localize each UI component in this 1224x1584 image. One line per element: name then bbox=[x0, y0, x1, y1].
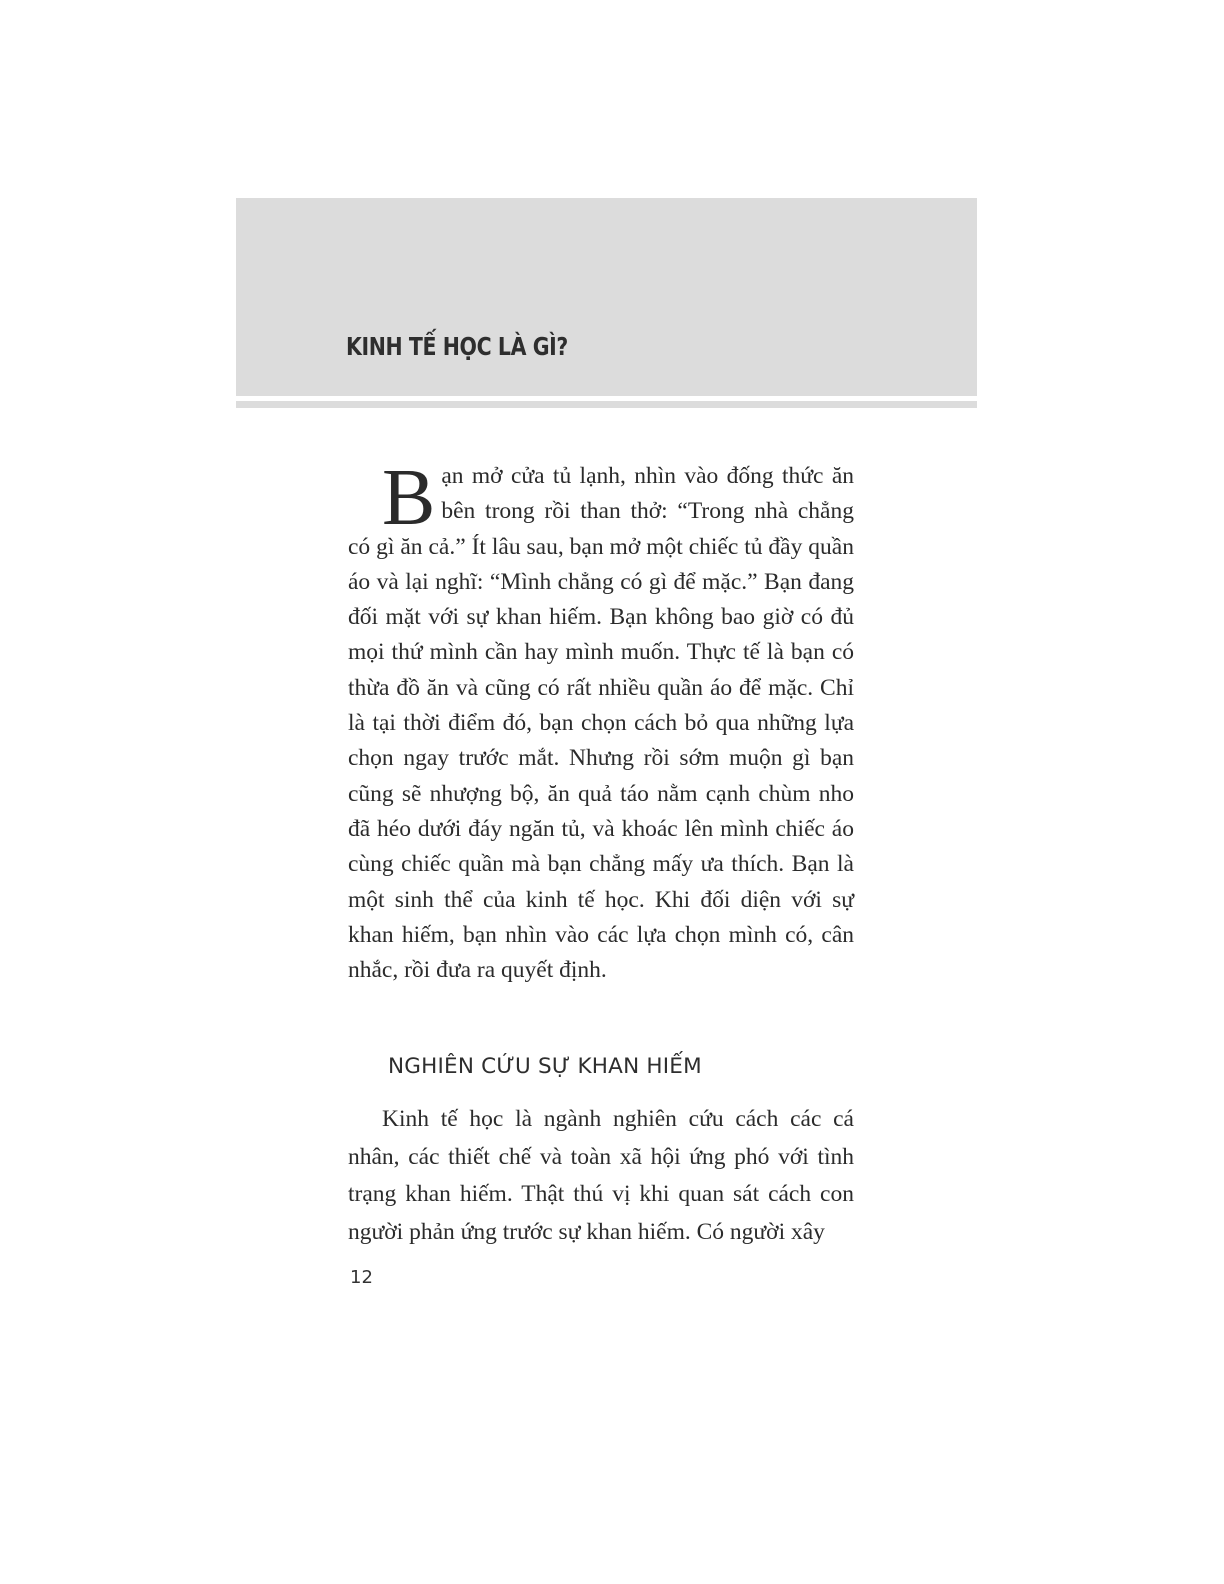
section-heading: NGHIÊN CỨU SỰ KHAN HIẾM bbox=[388, 1054, 702, 1079]
intro-paragraph-text: ạn mở cửa tủ lạnh, nhìn vào đống thức ăn bên trong rồi than thở: “Trong nhà chẳng có gì ăn cả.” Ít lâu sau, bạn mở một chiếc tủ đầy quần áo và lại nghĩ: “Mình chẳng có gì để mặc.” Bạn đang đối mặt với sự khan hiếm. Bạn không bao giờ có đủ mọi thứ mình cần hay mình muốn. Thực tế là bạn có thừa đồ ăn và cũng có rất nhiều quần áo để mặc. Chỉ là tại thời điểm đó, bạn chọn cách bỏ qua những lựa chọn ngay trước mắt. Nhưng rồi sớm muộn gì bạn cũng sẽ nhượng bộ, ăn quả táo nằm cạnh chùm nho đã héo dưới đáy ngăn tủ, và khoác lên mình chiếc áo cùng chiếc quần mà bạn chẳng mấy ưa thích. Bạn là một sinh thể của kinh tế học. Khi đối diện với sự khan hiếm, bạn nhìn vào các lựa chọn mình có, cân nhắc, rồi đưa ra quyết định. bbox=[348, 463, 854, 984]
chapter-title: KINH TẾ HỌC LÀ GÌ? bbox=[346, 332, 568, 361]
header-rule bbox=[236, 401, 977, 408]
intro-paragraph bbox=[348, 454, 854, 988]
drop-cap: B bbox=[382, 454, 436, 542]
chapter-header bbox=[236, 198, 977, 396]
page-number: 12 bbox=[350, 1267, 373, 1288]
section-paragraph: Kinh tế học là ngành nghiên cứu cách các cá nhân, các thiết chế và toàn xã hội ứng phó với tình trạng khan hiếm. Thật thú vị khi quan sát cách con người phản ứng trước sự khan hiếm. Có người xây bbox=[348, 1106, 854, 1245]
